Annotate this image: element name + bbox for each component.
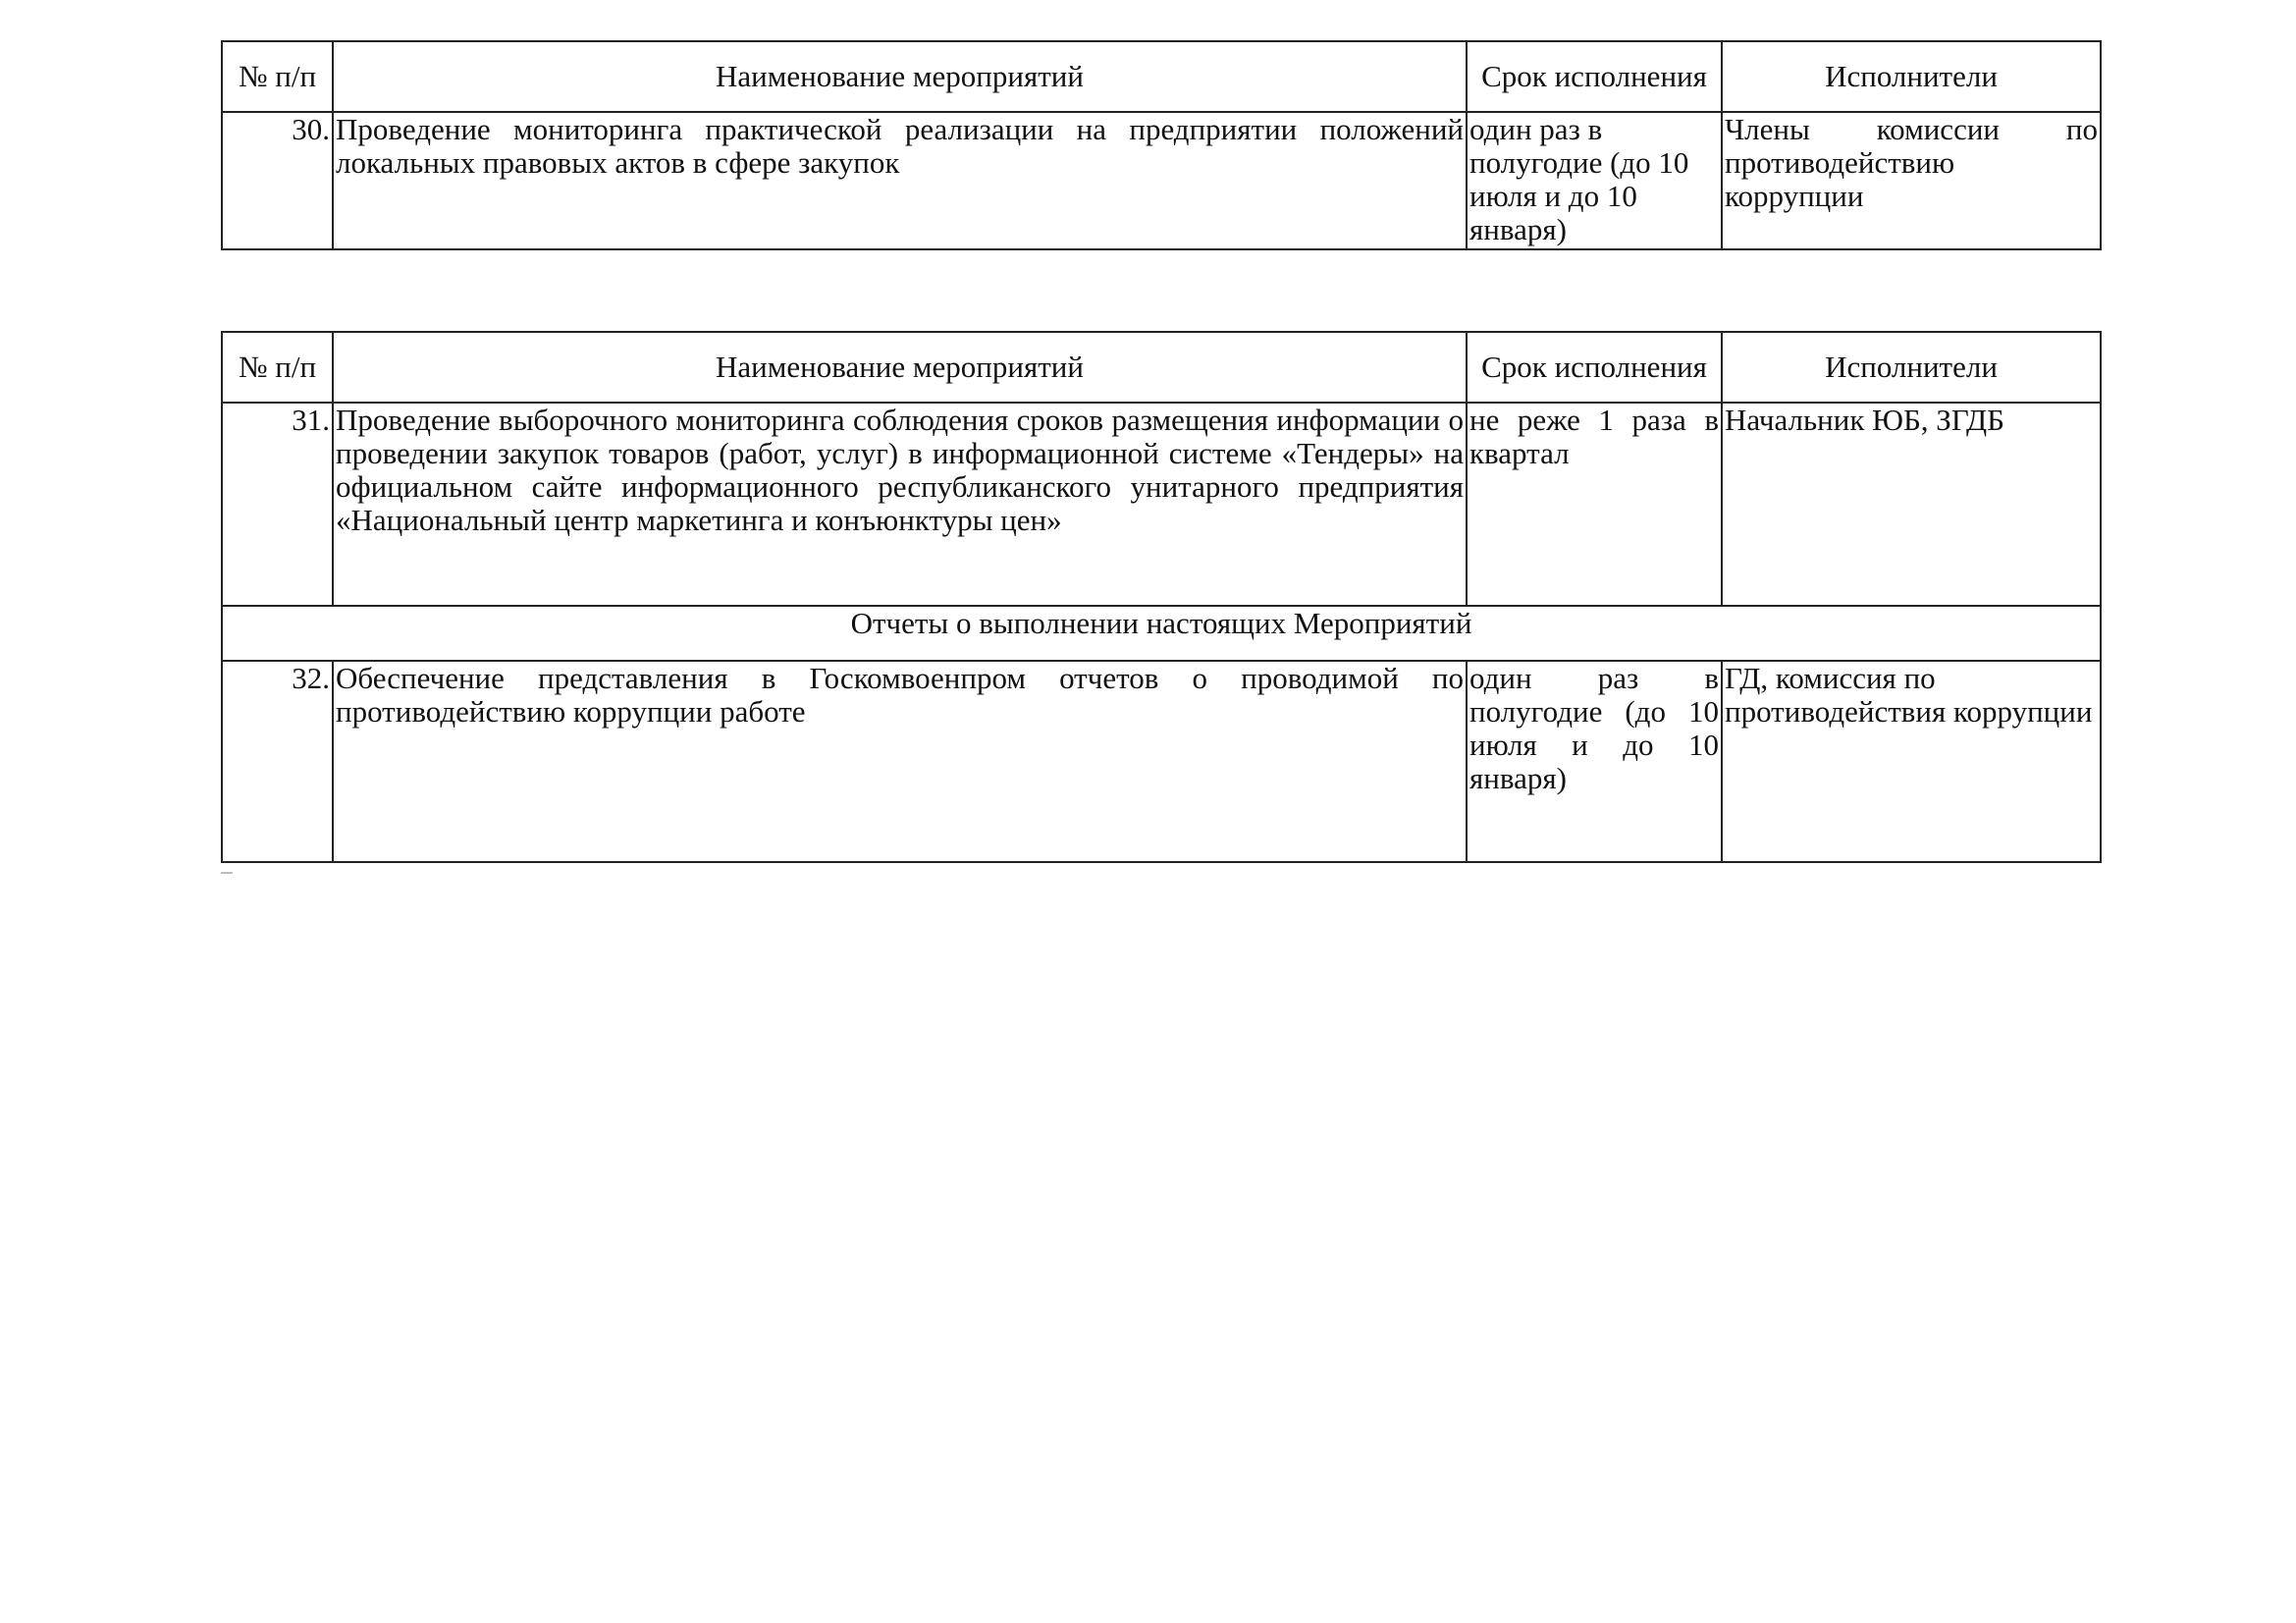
row-executors: Начальник ЮБ, ЗГДБ xyxy=(1722,403,2101,606)
table-row xyxy=(222,661,2101,862)
header-name: Наименование мероприятий xyxy=(333,41,1467,112)
table-header-row xyxy=(222,332,2101,403)
header-num: № п/п xyxy=(222,332,333,403)
row-term: не реже 1 раза в квартал xyxy=(1467,403,1722,606)
row-num: 30. xyxy=(222,112,333,249)
row-name: Проведение мониторинга практической реализации на предприятии положений локальных правовых актов в сфере закупок xyxy=(333,112,1467,249)
header-name: Наименование мероприятий xyxy=(333,332,1467,403)
header-num: № п/п xyxy=(222,41,333,112)
header-executors: Исполнители xyxy=(1722,332,2101,403)
section-row xyxy=(222,606,2101,661)
page-mark xyxy=(221,872,233,874)
table-row xyxy=(222,403,2101,606)
header-term: Срок исполнения xyxy=(1467,332,1722,403)
row-executors: Члены комиссии по противодействию коррупции xyxy=(1722,112,2101,249)
row-name: Проведение выборочного мониторинга соблюдения сроков размещения информации о проведении закупок товаров (работ, услуг) в информационной системе «Тендеры» на официальном сайте информационного республиканского унитарного предприятия «Национальный центр маркетинга и конъюнктуры цен» xyxy=(333,403,1467,606)
table-row xyxy=(222,112,2101,249)
row-term: один раз в полугодие (до 10 июля и до 10 января) xyxy=(1467,661,1722,862)
table-header-row xyxy=(222,41,2101,112)
row-name: Обеспечение представления в Госкомвоенпром отчетов о проводимой по противодействию коррупции работе xyxy=(333,661,1467,862)
section-title: Отчеты о выполнении настоящих Мероприятий xyxy=(222,606,2101,661)
measures-table-1 xyxy=(221,40,2102,250)
row-num: 31. xyxy=(222,403,333,606)
header-executors: Исполнители xyxy=(1722,41,2101,112)
row-executors: ГД, комиссия по противодействия коррупции xyxy=(1722,661,2101,862)
measures-table-2 xyxy=(221,331,2102,863)
row-term: один раз в полугодие (до 10 июля и до 10 января) xyxy=(1467,112,1722,249)
row-num: 32. xyxy=(222,661,333,862)
header-term: Срок исполнения xyxy=(1467,41,1722,112)
